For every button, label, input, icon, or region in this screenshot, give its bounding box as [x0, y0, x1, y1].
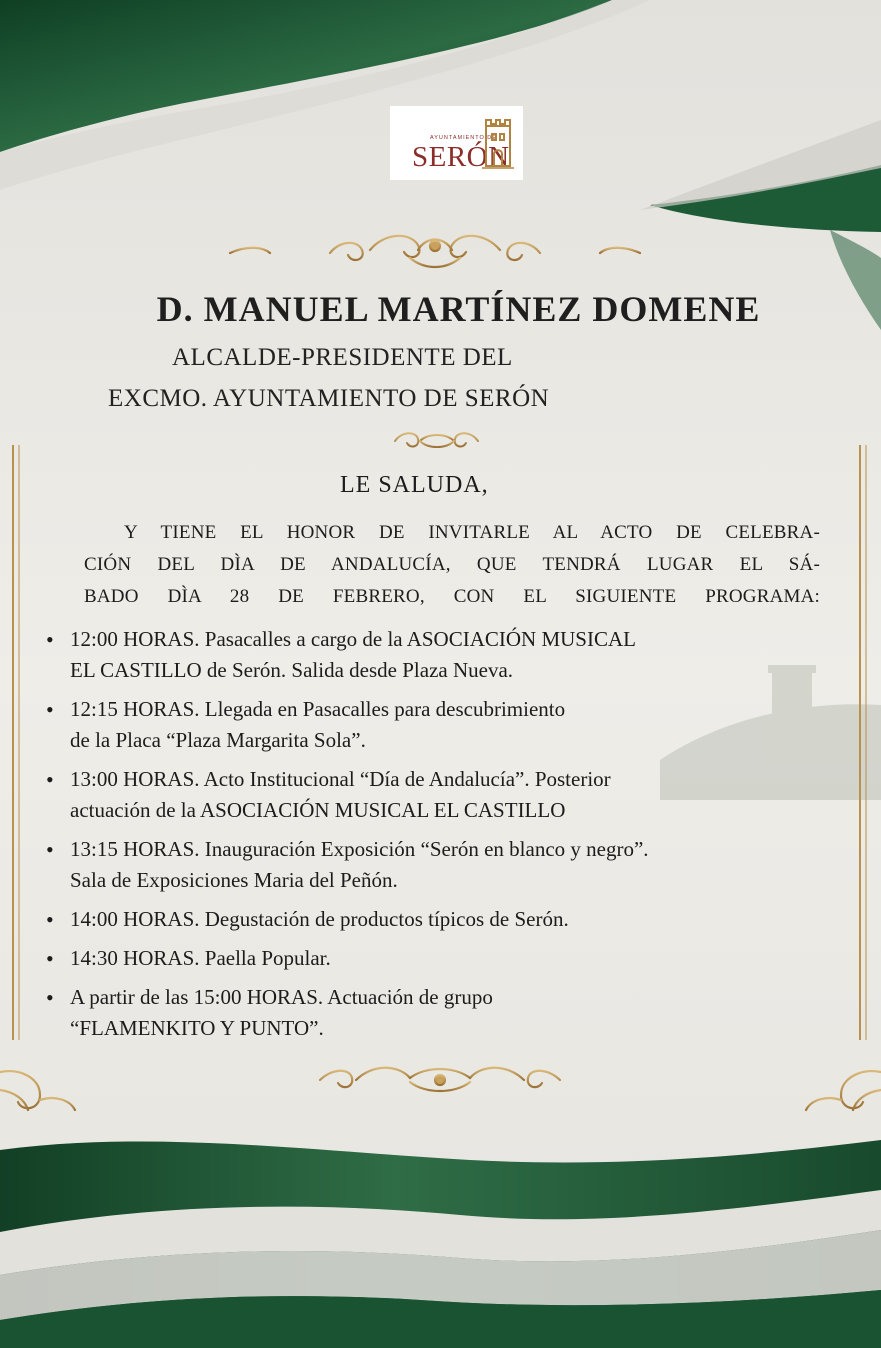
program-item-line: 14:30 HORAS. Paella Popular.: [70, 946, 331, 970]
program-item: [46, 943, 826, 974]
program-item-line: actuación de la ASOCIACIÓN MUSICAL EL CASTILLO: [70, 798, 566, 822]
program-item: [46, 764, 826, 826]
program-item-line: 13:00 HORAS. Acto Institucional “Día de Andalucía”. Posterior: [70, 767, 611, 791]
program-item-line: 13:15 HORAS. Inauguración Exposición “Serón en blanco y negro”.: [70, 837, 649, 861]
program-item: [46, 694, 826, 756]
intro-line-1: Y TIENE EL HONOR DE INVITARLE AL ACTO DE CELEBRA-: [124, 522, 820, 543]
invitation-intro: [60, 517, 820, 613]
program-item-line: A partir de las 15:00 HORAS. Actuación de grupo: [70, 985, 493, 1009]
program-item-line: de la Placa “Plaza Margarita Sola”.: [70, 728, 366, 752]
program-item-line: 14:00 HORAS. Degustación de productos típicos de Serón.: [70, 907, 569, 931]
castle-tower-icon: [482, 114, 514, 170]
seron-logo: [390, 106, 523, 180]
program-item-line: EL CASTILLO de Serón. Salida desde Plaza Nueva.: [70, 658, 514, 682]
program-item-line: 12:00 HORAS. Pasacalles a cargo de la ASOCIACIÓN MUSICAL: [70, 627, 636, 651]
program-item: [46, 904, 826, 935]
greeting: LE SALUDA,: [340, 472, 489, 498]
program-list: [46, 624, 826, 1052]
logo-small-text: AYUNTAMIENTO DE: [430, 135, 497, 141]
program-item-line: “FLAMENKITO Y PUNTO”.: [70, 1016, 324, 1040]
logo-name: SERÓN: [412, 141, 510, 173]
program-item-line: 12:15 HORAS. Llegada en Pasacalles para descubrimiento: [70, 697, 566, 721]
intro-line-3: BADO DÌA 28 DE FEBRERO, CON EL SIGUIENTE PROGRAMA:: [84, 586, 820, 607]
program-item: [46, 834, 826, 896]
program-item: [46, 982, 826, 1044]
program-item: [46, 624, 826, 686]
intro-line-2: CIÓN DEL DÌA DE ANDALUCÍA, QUE TENDRÁ LUGAR EL SÁ-: [84, 554, 820, 575]
program-item-line: Sala de Exposiciones Maria del Peñón.: [70, 868, 398, 892]
mayor-position-line2: EXCMO. AYUNTAMIENTO DE SERÓN: [108, 385, 550, 412]
mayor-name: D. MANUEL MARTÍNEZ DOMENE: [156, 289, 761, 329]
mayor-position-line1: ALCALDE-PRESIDENTE DEL: [172, 344, 513, 371]
